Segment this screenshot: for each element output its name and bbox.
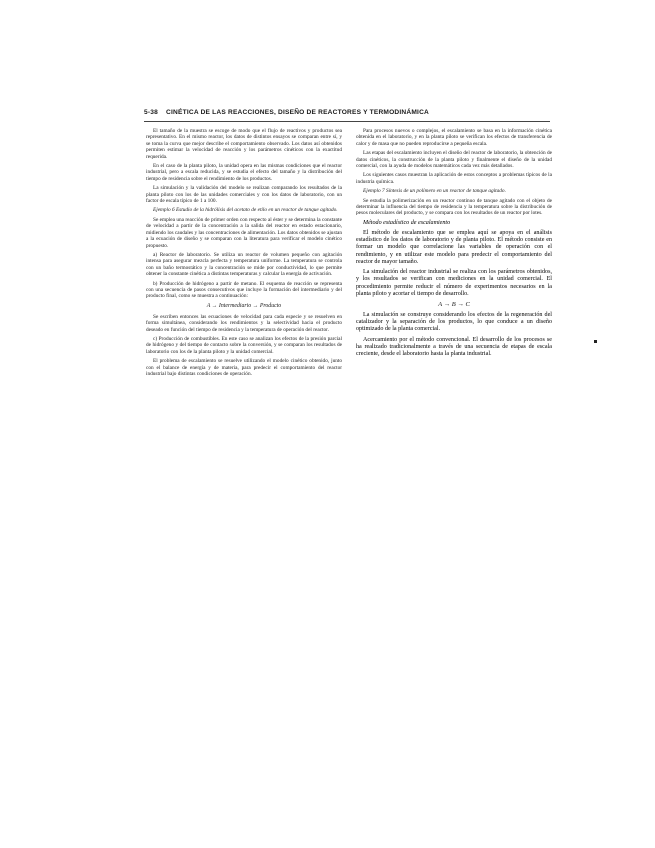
method-text: La simulación del reactor industrial se realiza con los parámetros obtenidos, y los resultados se verifican con mediciones en la unidad comercial. El procedimiento permite reducir el número de experimentos necesarios en la planta piloto y acortar el tiempo de desarrollo. <box>356 269 552 297</box>
paragraph: c) Producción de combustibles. En este caso se analizan los efectos de la presión parcial de hidrógeno y del tiempo de contacto sobre la conversión, y se comparan los resultados de laboratorio con los de la planta piloto y la unidad comercial. <box>146 335 342 355</box>
reaction-equation: A → Intermediario → Producto <box>206 302 282 309</box>
left-column <box>146 128 342 588</box>
subsection-b: b) Producción de hidrógeno a partir de metano. El esquema de reacción se representa con una secuencia de pasos consecutivos que incluye la formación del intermediario y del producto final, como se muestra a continuación: <box>146 280 342 300</box>
method-text: El método de escalamiento que se emplea aquí se apoya en el análisis estadístico de los datos de laboratorio y de planta piloto. El método consiste en formar un modelo que correlacione las variables de operación con el rendimiento, y en utilizar este modelo para predecir el comportamiento del reactor de mayor tamaño. <box>356 230 552 265</box>
example-text: Se emplea una reacción de primer orden con respecto al éster y se determina la constante de velocidad a partir de la concentración a la salida del reactor en estado estacionario, midiendo los caudales y las concentraciones de alimentación. Los datos obtenidos se ajustan a la ecuación de diseño y se comparan con la literatura para verificar el modelo cinético propuesto. <box>146 216 342 249</box>
paragraph: En el caso de la planta piloto, la unidad opera en las mismas condiciones que el reactor industrial, pero a escala reducida, y se estudia el efecto del tamaño y la distribución del tiempo de residencia sobre el rendimiento de los productos. <box>146 163 342 182</box>
subsection-a: a) Reactor de laboratorio. Se utiliza un reactor de volumen pequeño con agitación intensa para asegurar mezcla perfecta y temperatura uniforme. La temperatura se controla con un baño termostático y la concentración se mide por conductividad, lo que permite obtener la constante cinética a distintas temperaturas y calcular la energía de activación. <box>146 251 342 278</box>
reaction-equation: A → B → C <box>438 300 470 308</box>
example-text: Se estudia la polimerización en un reactor continuo de tanque agitado con el objeto de determinar la influencia del tiempo de residencia y la temperatura sobre la distribución de pesos moleculares del producto, y se compara con los resultados de un reactor por lotes. <box>356 197 552 217</box>
paragraph: La simulación se construye considerando los efectos de la regeneración del catalizador y la separación de los productos, lo que conduce a un diseño optimizado de la planta comercial. <box>356 311 552 333</box>
header-rule <box>144 121 550 122</box>
scan-speck <box>594 340 597 343</box>
paragraph: Las etapas del escalamiento incluyen el diseño del reactor de laboratorio, la obtención de datos cinéticos, la construcción de la planta piloto y finalmente el diseño de la unidad comercial, con la ayuda de modelos matemáticos cada vez más detallados. <box>356 150 552 170</box>
right-column <box>356 128 552 768</box>
chapter-title: CINÉTICA DE LAS REACCIONES, DISEÑO DE REACTORES Y TERMODINÁMICA <box>166 109 429 116</box>
page-number: 5-38 <box>144 109 158 116</box>
paragraph: Acercamiento por el método convencional. El desarrollo de los procesos se ha realizado tradicionalmente a través de una secuencia de etapas de escala creciente, desde el laboratorio hasta la planta industrial. <box>356 336 552 357</box>
paragraph: El tamaño de la muestra se escoge de modo que el flujo de reactivos y productos sea representativo. En el mismo reactor, los datos de distintos ensayos se comparan entre sí, y se toma la curva que mejor describe el comportamiento observado. Los datos así obtenidos permiten estimar la velocidad de reacción y los parámetros cinéticos con la exactitud requerida. <box>146 128 342 160</box>
example-title: Ejemplo 6 Estudio de la hidrólisis del acetato de etilo en un reactor de tanque agitado. <box>153 207 338 214</box>
paragraph: El problema de escalamiento se resuelve utilizando el modelo cinético obtenido, junto con el balance de energía y de materia, para predecir el comportamiento del reactor industrial bajo distintas condiciones de operación. <box>146 358 342 377</box>
paragraph: La simulación y la validación del modelo se realizan comparando los resultados de la planta piloto con los de las unidades comerciales y con los datos de laboratorio, con un factor de escala típico de 1 a 100. <box>146 185 342 205</box>
paragraph: Se escriben entonces las ecuaciones de velocidad para cada especie y se resuelven en forma simultánea, considerando los rendimientos y la selectividad hacia el producto deseado en función del tiempo de residencia y la temperatura de operación del reactor. <box>146 313 342 333</box>
paragraph: Los siguientes casos muestran la aplicación de estos conceptos a problemas típicos de la industria química. <box>356 172 552 185</box>
method-title: Método estadístico de escalamiento <box>363 219 451 226</box>
running-header <box>144 109 549 116</box>
paragraph: Para procesos nuevos o complejos, el escalamiento se basa en la información cinética obtenida en el laboratorio, y en la planta piloto se verifican los efectos de transferencia de calor y de masa que no pueden reproducirse a pequeña escala. <box>356 128 552 147</box>
example-title: Ejemplo 7 Síntesis de un polímero en un reactor de tanque agitado. <box>363 188 506 195</box>
